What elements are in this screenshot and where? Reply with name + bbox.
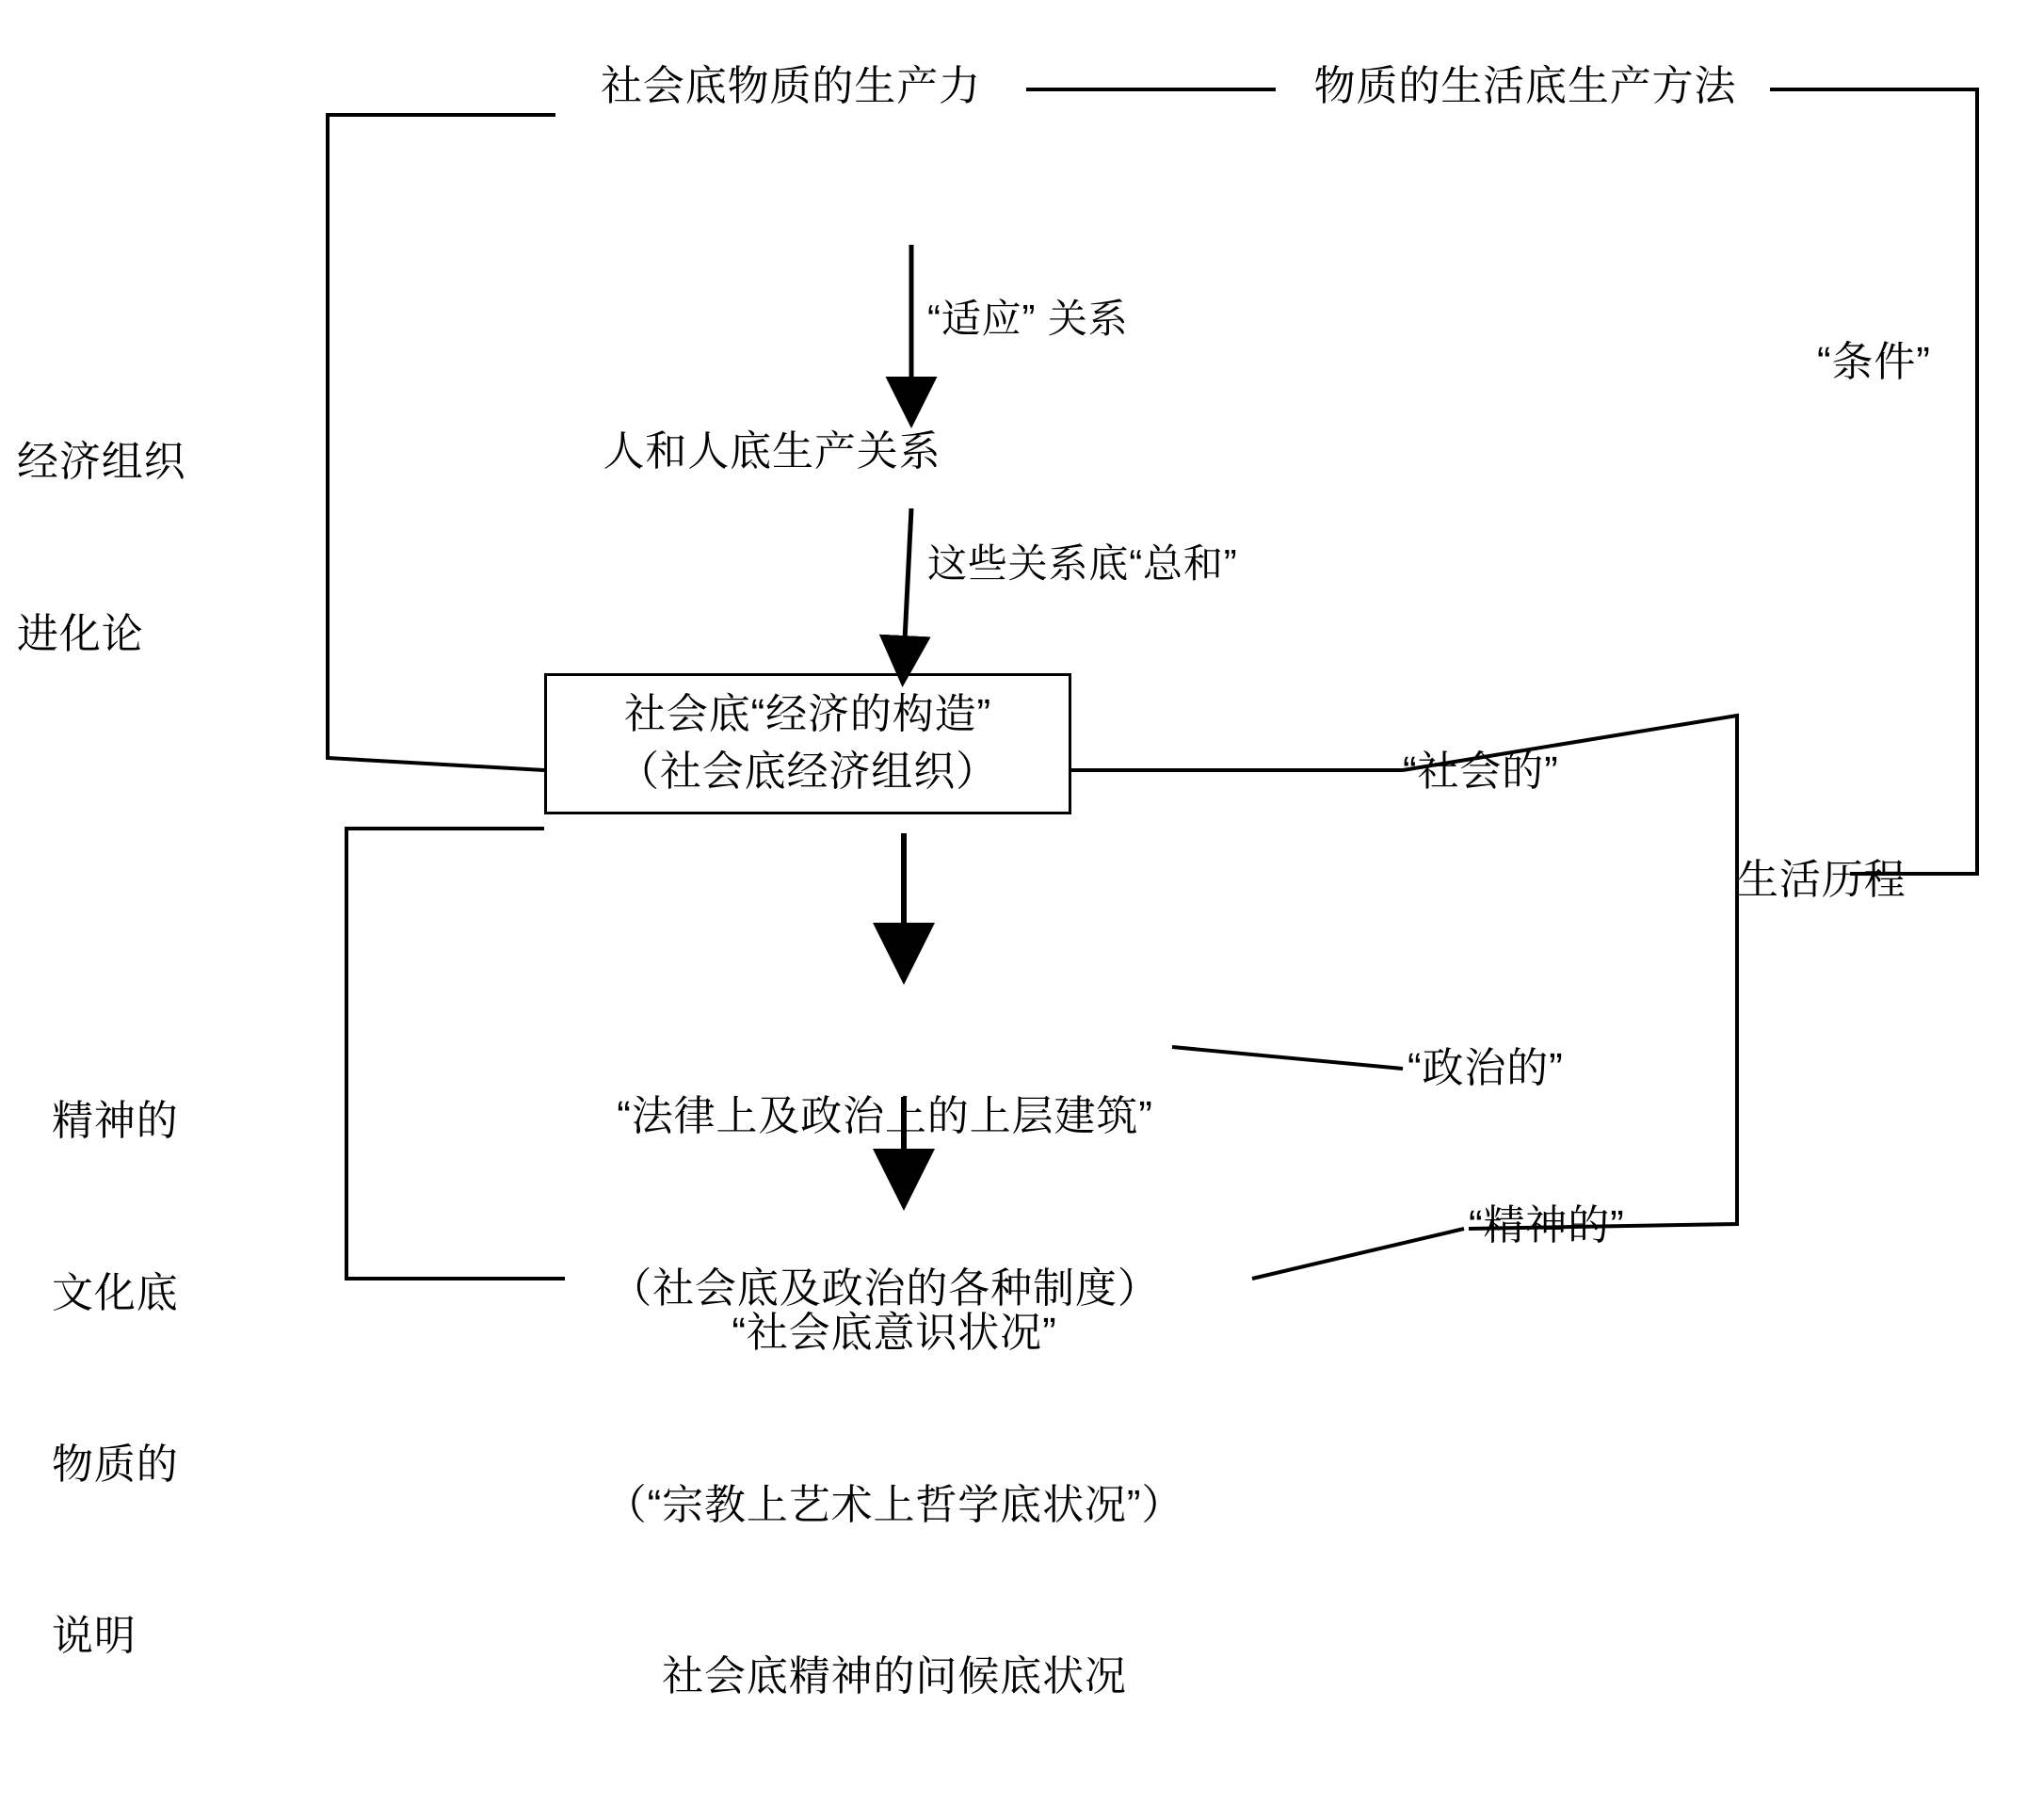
label-spiritual: “精神的” (1469, 1202, 1625, 1248)
connector-condition-loop (1770, 89, 1977, 874)
node-human-relation: 人和人底生产关系 (603, 428, 941, 475)
economic-structure-line-1: 社会底“经济的构造” (623, 691, 992, 738)
spiritual-explanation-line-2: 文化底 (52, 1269, 179, 1316)
spiritual-explanation-line-4: 说明 (52, 1612, 137, 1659)
connector-superstructure-to-political-label (1172, 1047, 1403, 1069)
economic-evolution-line-1: 经济组织 (17, 439, 186, 486)
economic-evolution-line-2: 进化论 (17, 610, 144, 657)
consciousness-line-2: （“宗教上艺术上哲学底状况”） (604, 1481, 1184, 1528)
superstructure-line-1: “法律上及政治上的上层建筑” (617, 1093, 1153, 1140)
node-economic-structure-box (544, 673, 1071, 814)
label-social: “社会的” (1403, 749, 1559, 795)
spiritual-explanation-line-1: 精神的 (52, 1098, 179, 1145)
label-condition: “条件” (1817, 339, 1931, 385)
consciousness-line-1: “社会底意识状况” (732, 1310, 1057, 1357)
label-life-course: 生活历程 (1737, 857, 1906, 903)
superstructure-line-2: （社会底及政治的各种制度） (610, 1264, 1160, 1312)
spiritual-explanation-line-3: 物质的 (52, 1441, 179, 1488)
consciousness-line-3: 社会底精神的问候底状况 (662, 1652, 1127, 1699)
economic-structure-line-2: （社会底经济组织） (618, 749, 998, 795)
label-political: “政治的” (1408, 1045, 1564, 1091)
label-economic-evolution (17, 320, 299, 778)
label-adapt-relation: “适应” 关系 (927, 297, 1129, 341)
label-sum-of-relations: 这些关系底“总和” (927, 541, 1238, 586)
connector-economic-evolution-loop (328, 115, 555, 770)
connector-relation-to-structure-arrow (904, 508, 911, 659)
node-social-consciousness (527, 1191, 1262, 1820)
connector-consciousness-to-spiritual-label (1252, 1229, 1464, 1279)
node-productive-force: 社会底物质的生产力 (601, 63, 981, 109)
label-spiritual-culture-explanation (52, 979, 334, 1780)
node-production-method: 物质的生活底生产方法 (1313, 63, 1737, 109)
